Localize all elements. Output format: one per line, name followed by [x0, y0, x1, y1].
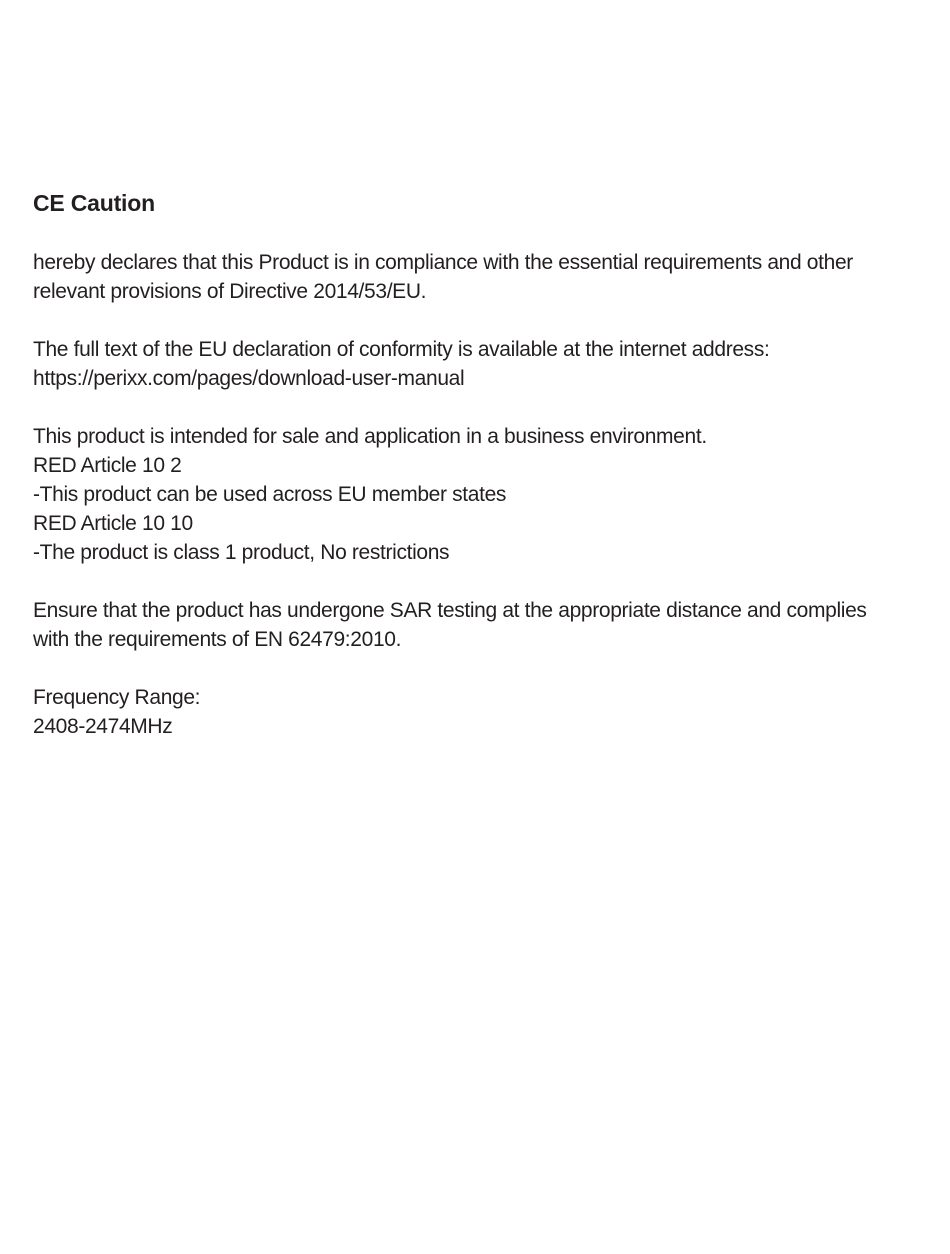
declaration-paragraph [33, 248, 948, 306]
text-line: hereby declares that this Product is in compliance with the essential requirements and other [33, 251, 853, 274]
sar-paragraph [33, 596, 948, 654]
text-line: -This product can be used across EU member states [33, 483, 507, 506]
document-page [33, 188, 948, 770]
text-line: The full text of the EU declaration of conformity is available at the internet address: [33, 338, 770, 361]
text-line: with the requirements of EN 62479:2010. [33, 628, 402, 651]
frequency-label: Frequency Range: [33, 686, 201, 709]
conformity-paragraph [33, 335, 948, 393]
page-title: CE Caution [33, 190, 155, 216]
text-line: Ensure that the product has undergone SAR testing at the appropriate distance and complies [33, 599, 867, 622]
text-line: -The product is class 1 product, No restrictions [33, 541, 450, 564]
text-line: This product is intended for sale and application in a business environment. [33, 425, 707, 448]
usage-paragraph [33, 422, 948, 567]
manual-url-text: https://perixx.com/pages/download-user-manual [33, 367, 465, 390]
frequency-value: 2408-2474MHz [33, 715, 173, 738]
text-line: relevant provisions of Directive 2014/53/EU. [33, 280, 427, 303]
text-line: RED Article 10 10 [33, 512, 193, 535]
frequency-paragraph [33, 683, 948, 741]
text-line: RED Article 10 2 [33, 454, 182, 477]
